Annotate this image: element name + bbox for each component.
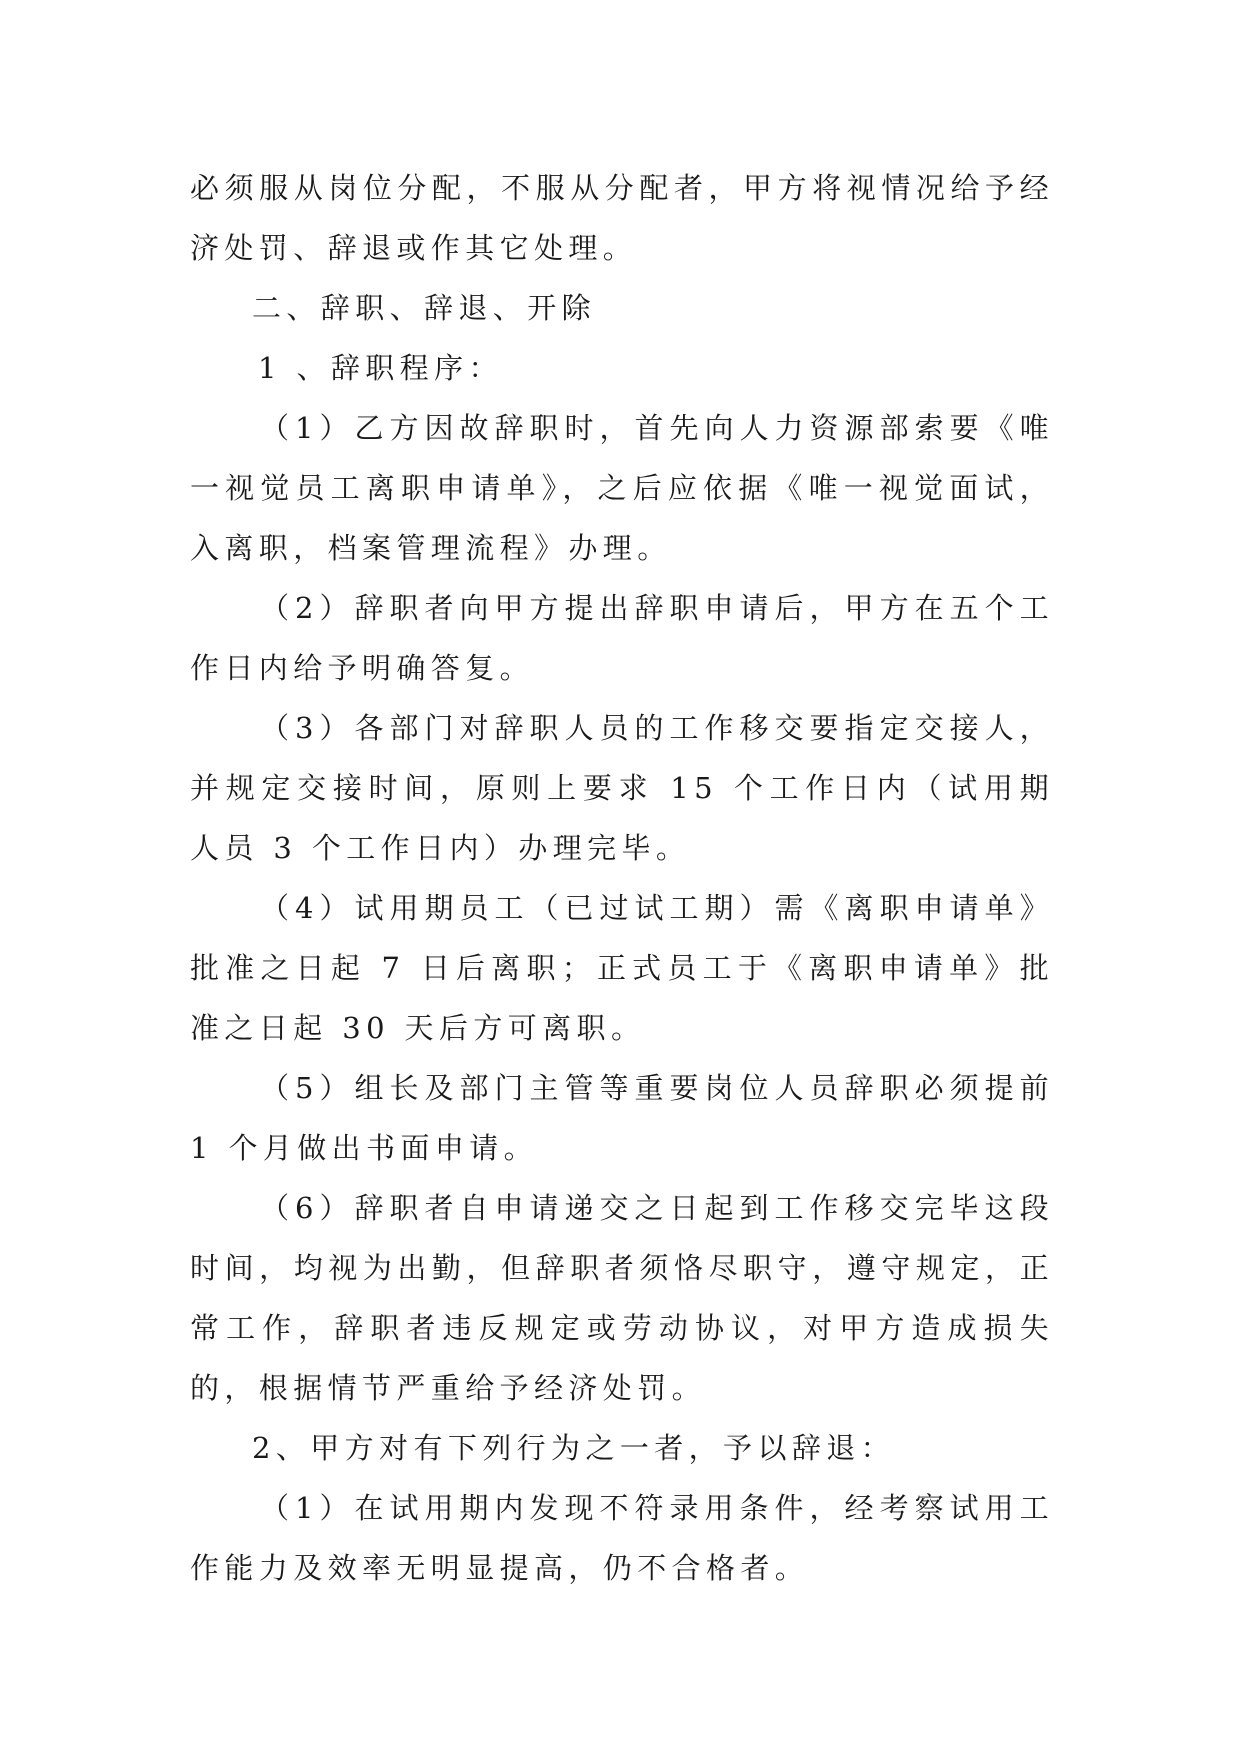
procedure-item-3: （3）各部门对辞职人员的工作移交要指定交接人，并规定交接时间，原则上要求 15 个工作日内（试用期人员 3 个工作日内）办理完毕。 (190, 711, 1054, 865)
subsection-heading-dismissal: 2、甲方对有下列行为之一者，予以辞退： (252, 1431, 896, 1465)
procedure-item-5: （5）组长及部门主管等重要岗位人员辞职必须提前 1 个月做出书面申请。 (190, 1071, 1054, 1165)
procedure-item-6: （6）辞职者自申请递交之日起到工作移交完毕这段时间，均视为出勤，但辞职者须恪尽职守，遵守规定，正常工作，辞职者违反规定或劳动协议，对甲方造成损失的，根据情节严重给予经济处罚。 (190, 1191, 1054, 1405)
dismissal-item-1: （1）在试用期内发现不符录用条件，经考察试用工作能力及效率无明显提高，仍不合格者。 (190, 1491, 1054, 1585)
paragraph-continuation: 必须服从岗位分配，不服从分配者，甲方将视情况给予经济处罚、辞退或作其它处理。 (190, 171, 1054, 265)
document-body (190, 158, 1054, 1598)
procedure-item-4: （4）试用期员工（已过试工期）需《离职申请单》批准之日起 7 日后离职；正式员工于《离职申请单》批准之日起 30 天后方可离职。 (190, 891, 1054, 1045)
subsection-heading-resignation-procedure: 1 、辞职程序： (258, 351, 503, 385)
procedure-item-2: （2）辞职者向甲方提出辞职申请后，甲方在五个工作日内给予明确答复。 (190, 591, 1054, 685)
procedure-item-1: （1）乙方因故辞职时，首先向人力资源部索要《唯一视觉员工离职申请单》，之后应依据《唯一视觉面试，入离职，档案管理流程》办理。 (190, 411, 1054, 565)
section-heading-resignation: 二、辞职、辞退、开除 (252, 291, 597, 325)
